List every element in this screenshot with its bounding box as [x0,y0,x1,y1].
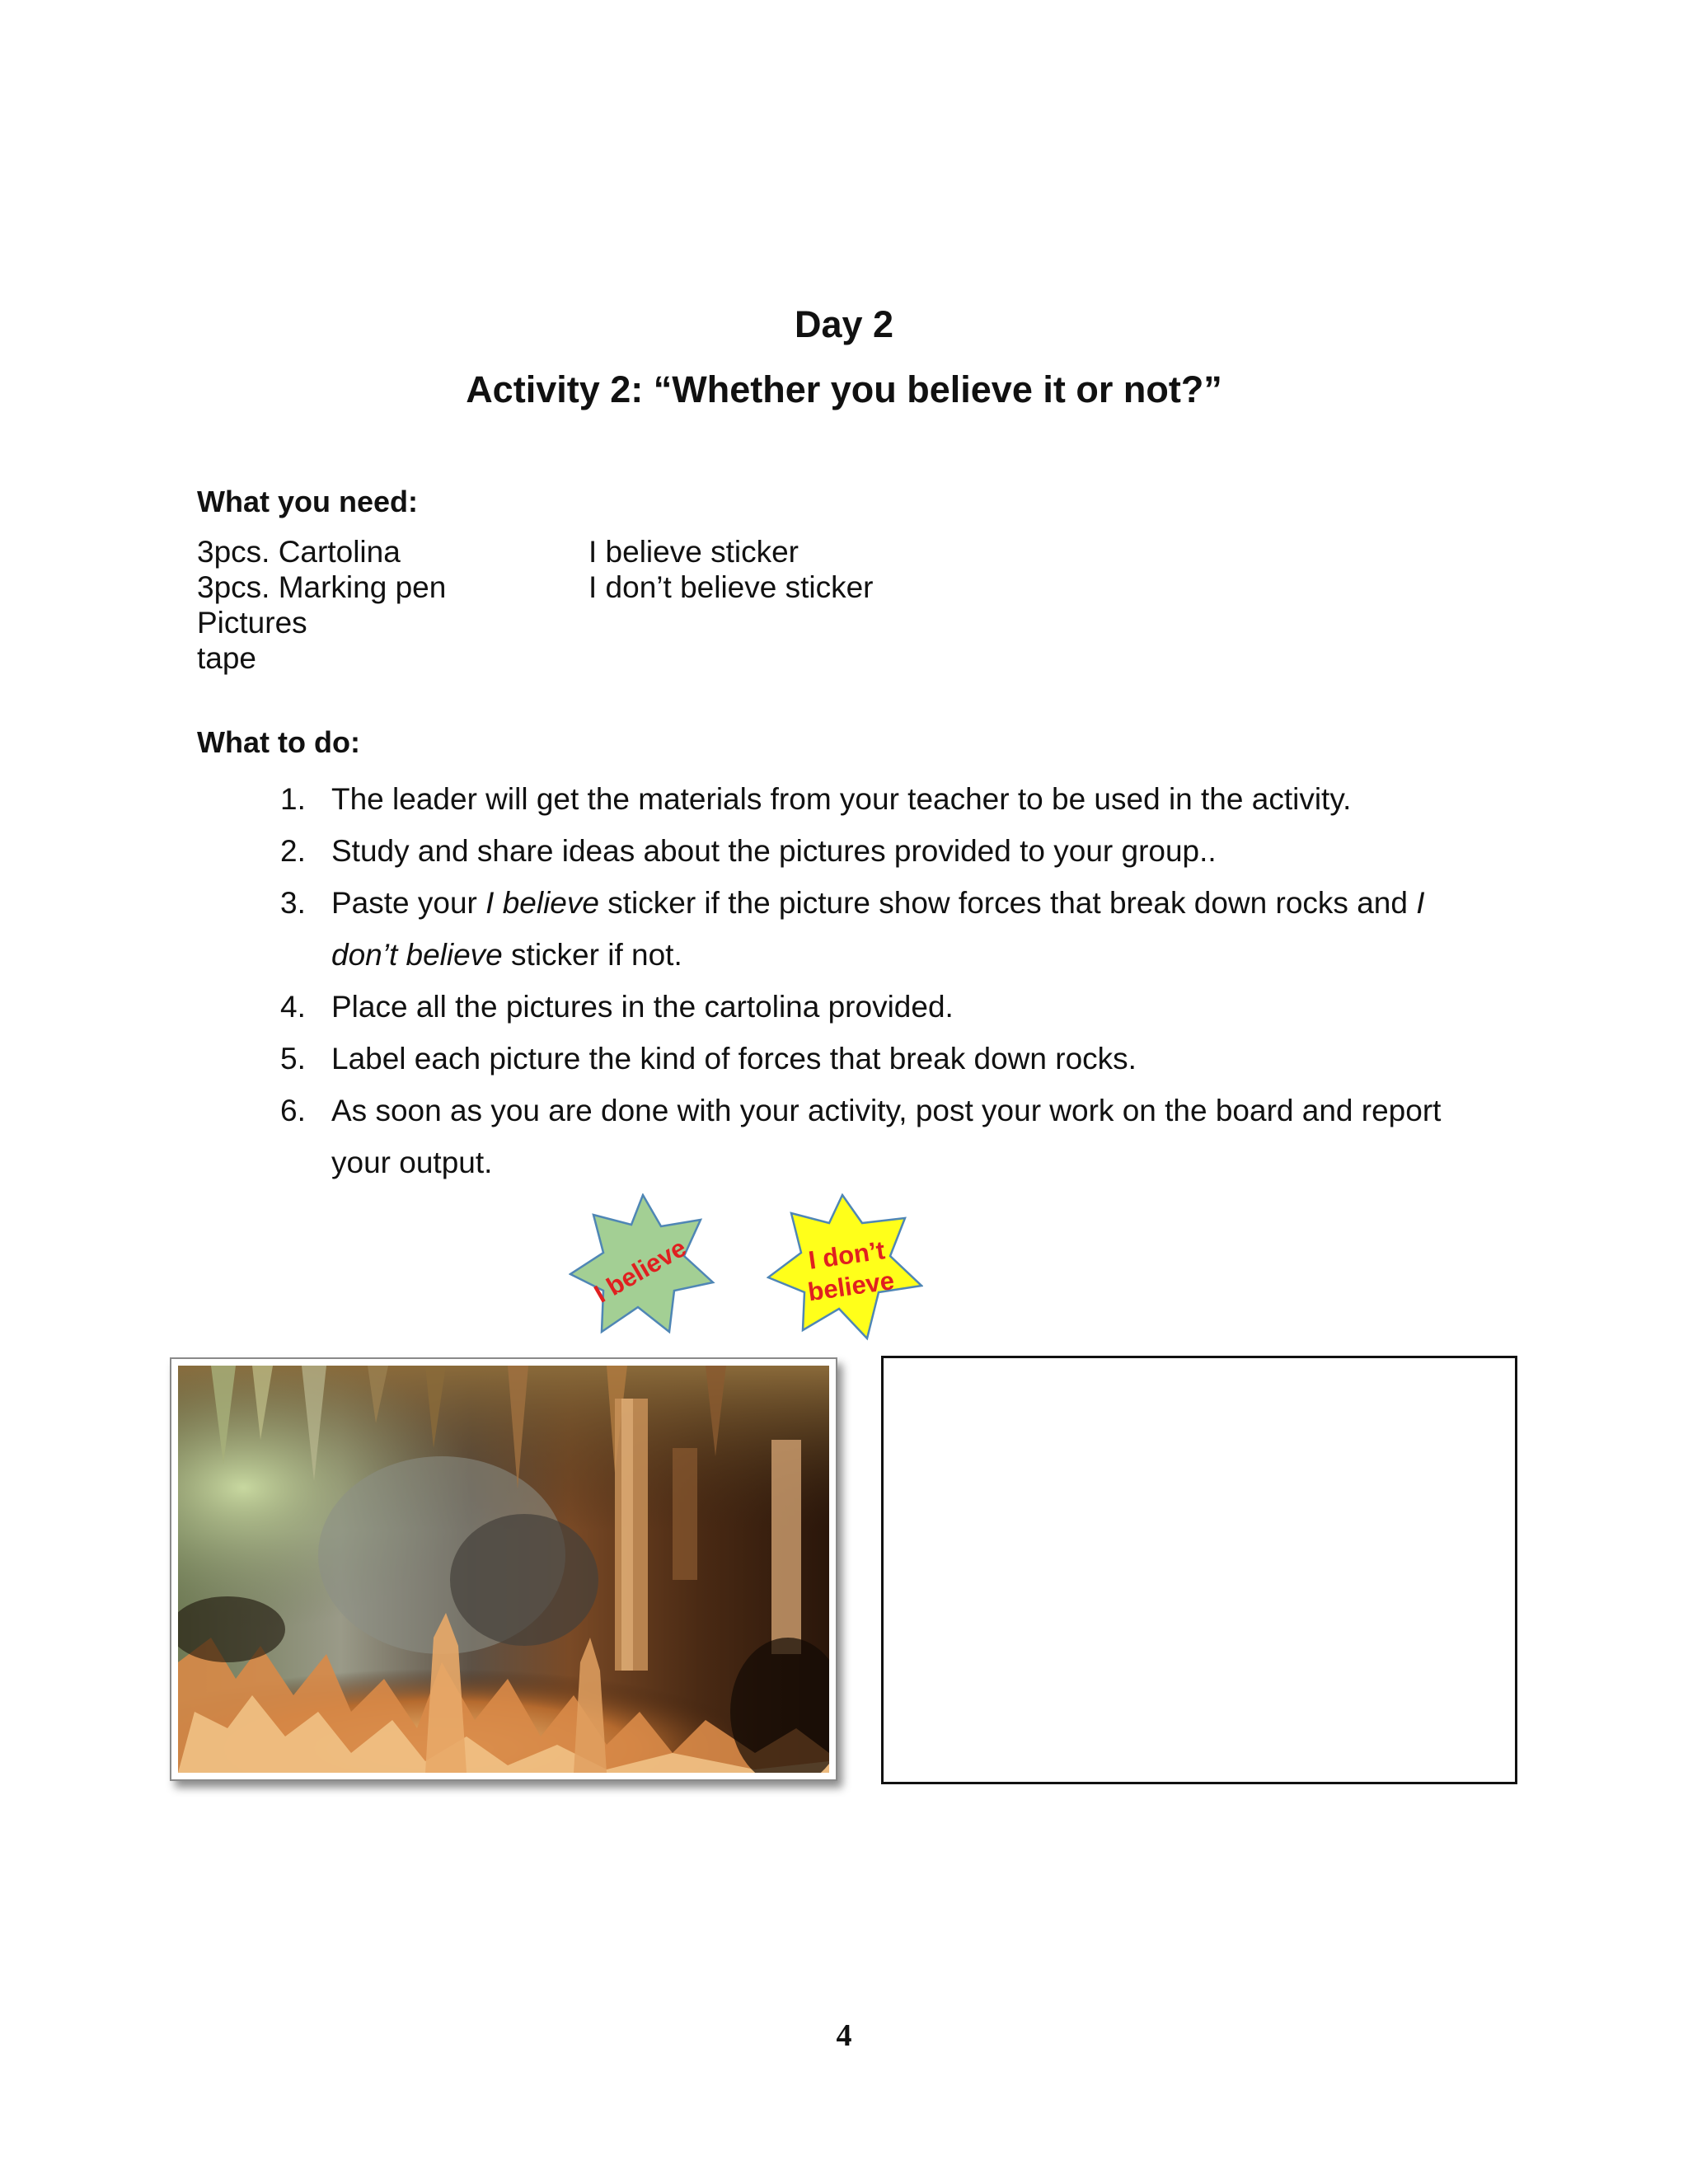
step-emphasis: I believe [485,886,599,920]
i-believe-sticker [569,1193,717,1342]
instruction-step [280,773,1451,825]
activity-title: Activity 2: “Whether you believe it or not?” [466,368,1222,410]
material-item: Pictures [197,606,307,640]
step-text: Label each picture the kind of forces that break down rocks. [331,1042,1137,1076]
what-you-need-heading: What you need: [197,485,418,518]
materials-list-left [197,534,446,676]
instruction-step [280,877,1451,981]
cave-photo [178,1366,829,1773]
day-title: Day 2 [794,303,894,345]
page-number: 4 [836,2018,852,2053]
step-text: The leader will get the materials from your teacher to be used in the activity. [331,782,1352,816]
materials-list-right [588,534,874,605]
step-text-pre: Paste your [331,886,486,920]
step-text-post: sticker if not. [502,938,682,972]
instruction-step [280,1085,1451,1188]
material-item: 3pcs. Marking pen [197,570,447,604]
step-number: 6. [280,1094,306,1127]
step-text: Study and share ideas about the pictures provided to your group.. [331,834,1217,868]
sticker-label: I don’t [806,1235,887,1275]
i-dont-believe-sticker [767,1193,923,1342]
step-emphasis: I don’t believe [331,886,1425,972]
empty-picture-box [881,1356,1517,1784]
material-item: tape [197,641,257,675]
step-text: Place all the pictures in the cartolina provided. [331,990,954,1024]
step-number: 3. [280,886,306,920]
step-number: 2. [280,834,306,868]
what-to-do-heading: What to do: [197,725,360,759]
step-text: As soon as you are done with your activity, post your work on the board and report your output. [331,1094,1442,1179]
material-item: I believe sticker [588,535,799,569]
instruction-step [280,1033,1451,1085]
sticker-label: I believe [589,1233,692,1309]
instruction-steps [280,773,1451,1188]
material-item: I don’t believe sticker [588,570,874,604]
step-text-mid: sticker if the picture show forces that break down rocks and [598,886,1417,920]
sticker-label: believe [806,1265,897,1307]
step-number: 5. [280,1042,306,1076]
cave-photo-frame [170,1357,837,1781]
material-item: 3pcs. Cartolina [197,535,401,569]
instruction-step [280,981,1451,1033]
step-number: 4. [280,990,306,1024]
step-number: 1. [280,782,306,816]
instruction-step [280,825,1451,877]
